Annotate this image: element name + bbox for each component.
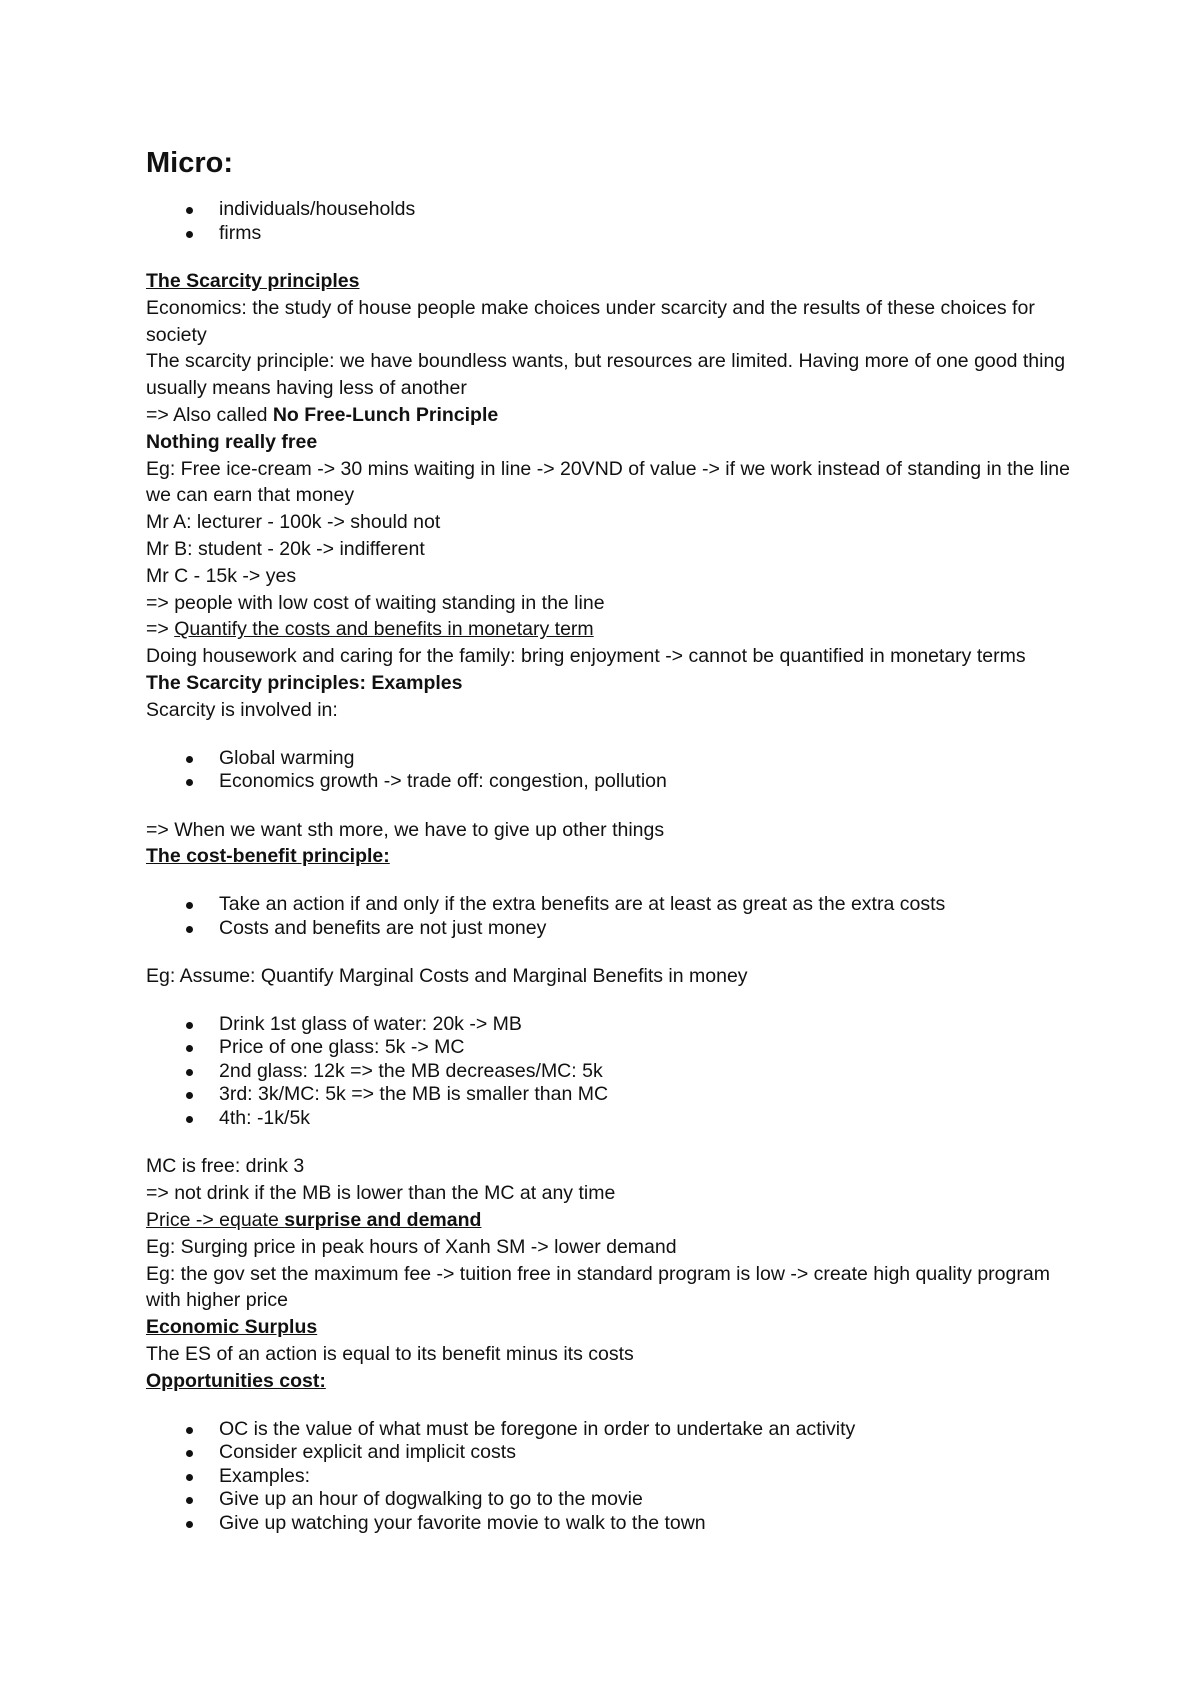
line-when-want-more: => When we want sth more, we have to give up other things bbox=[146, 818, 665, 841]
list-item: OC is the value of what must be foregone in order to undertake an activity bbox=[146, 1418, 1086, 1442]
price-bold: surprise and demand bbox=[284, 1209, 482, 1232]
line-people-low-cost: => people with low cost of waiting standing in the line bbox=[146, 591, 605, 614]
line-mc-free: MC is free: drink 3 bbox=[146, 1155, 305, 1178]
line-not-drink: => not drink if the MB is lower than the MC at any time bbox=[146, 1182, 616, 1205]
spacer bbox=[146, 724, 1086, 747]
section-heading-opportunity-cost: Opportunities cost: bbox=[146, 1369, 326, 1392]
spacer bbox=[146, 1130, 1086, 1153]
also-called-prefix: => Also called bbox=[146, 403, 273, 426]
section-heading-surplus: Economic Surplus bbox=[146, 1316, 318, 1339]
no-free-lunch-label: No Free-Lunch Principle bbox=[272, 403, 499, 426]
list-item: Give up watching your favorite movie to walk to the town bbox=[146, 1512, 1086, 1536]
list-item: Examples: bbox=[146, 1465, 1086, 1489]
subheading-nothing-free: Nothing really free bbox=[146, 430, 318, 453]
bullet-list-economic-agents bbox=[146, 198, 1086, 245]
quantify-prefix: => bbox=[146, 618, 175, 641]
paragraph-eg-gov: Eg: the gov set the maximum fee -> tuition free in standard program is low -> create high quality program with higher price bbox=[146, 1262, 1050, 1312]
list-item: Price of one glass: 5k -> MC bbox=[146, 1036, 1086, 1060]
price-prefix: Price -> equate bbox=[146, 1209, 285, 1232]
list-item: Economics growth -> trade off: congestion, pollution bbox=[146, 770, 1086, 794]
quantify-underlined: Quantify the costs and benefits in monetary term bbox=[174, 618, 594, 641]
list-item: 4th: -1k/5k bbox=[146, 1107, 1086, 1131]
line-housework: Doing housework and caring for the family: bring enjoyment -> cannot be quantified in monetary terms bbox=[146, 645, 1026, 668]
line-eg-assume: Eg: Assume: Quantify Marginal Costs and Marginal Benefits in money bbox=[146, 965, 748, 988]
line-eg-surging: Eg: Surging price in peak hours of Xanh SM -> lower demand bbox=[146, 1235, 677, 1258]
document-page bbox=[146, 140, 1086, 1535]
paragraph-also-called bbox=[146, 402, 1086, 429]
spacer bbox=[146, 870, 1086, 893]
list-item: Take an action if and only if the extra benefits are at least as great as the extra costs bbox=[146, 893, 1086, 917]
spacer bbox=[146, 990, 1086, 1013]
bullet-list-scarcity-examples bbox=[146, 747, 1086, 794]
paragraph-scarcity-definition: The scarcity principle: we have boundless wants, but resources are limited. Having more of one good thing usually means having less of another bbox=[146, 350, 1066, 400]
list-item: Global warming bbox=[146, 747, 1086, 771]
line-quantify bbox=[146, 616, 1086, 643]
bullet-list-cost-benefit bbox=[146, 893, 1086, 940]
list-item: Consider explicit and implicit costs bbox=[146, 1441, 1086, 1465]
line-mr-a: Mr A: lecturer - 100k -> should not bbox=[146, 511, 441, 534]
page-title: Micro: bbox=[146, 147, 233, 179]
line-mr-b: Mr B: student - 20k -> indifferent bbox=[146, 537, 425, 560]
section-heading-scarcity: The Scarcity principles bbox=[146, 270, 360, 292]
spacer bbox=[146, 794, 1086, 817]
line-es-definition: The ES of an action is equal to its benefit minus its costs bbox=[146, 1343, 634, 1366]
list-item: Costs and benefits are not just money bbox=[146, 917, 1086, 941]
spacer bbox=[146, 940, 1086, 963]
paragraph-economics-definition: Economics: the study of house people make choices under scarcity and the results of these choices for society bbox=[146, 296, 1035, 346]
list-item: 3rd: 3k/MC: 5k => the MB is smaller than MC bbox=[146, 1083, 1086, 1107]
bullet-list-water-example bbox=[146, 1013, 1086, 1131]
list-item: 2nd glass: 12k => the MB decreases/MC: 5k bbox=[146, 1060, 1086, 1084]
line-scarcity-involved: Scarcity is involved in: bbox=[146, 698, 338, 721]
paragraph-icecream-example: Eg: Free ice-cream -> 30 mins waiting in line -> 20VND of value -> if we work instead of standing in the line we can earn that money bbox=[146, 457, 1070, 507]
spacer bbox=[146, 1395, 1086, 1418]
list-item: Give up an hour of dogwalking to go to the movie bbox=[146, 1488, 1086, 1512]
spacer bbox=[146, 245, 1086, 268]
list-item: firms bbox=[146, 222, 1086, 246]
list-item: Drink 1st glass of water: 20k -> MB bbox=[146, 1013, 1086, 1037]
section-heading-cost-benefit: The cost-benefit principle: bbox=[146, 845, 390, 868]
line-price-equate bbox=[146, 1207, 1086, 1234]
bullet-list-opportunity-cost bbox=[146, 1418, 1086, 1536]
line-mr-c: Mr C - 15k -> yes bbox=[146, 564, 297, 587]
subheading-scarcity-examples: The Scarcity principles: Examples bbox=[146, 671, 463, 694]
list-item: individuals/households bbox=[146, 198, 1086, 222]
